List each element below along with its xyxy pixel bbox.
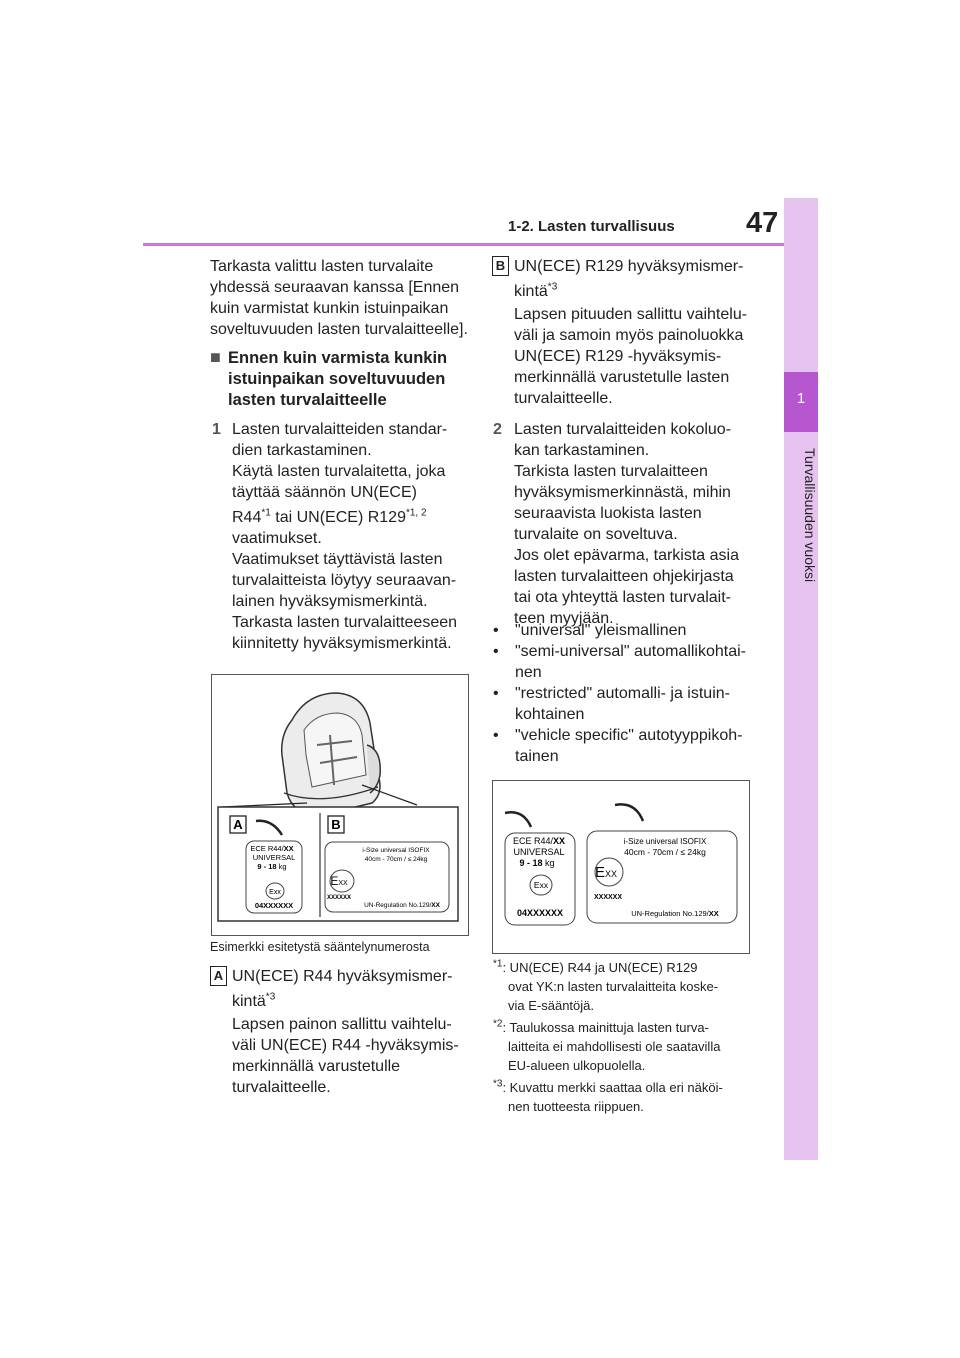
label-b-tag: B (492, 256, 509, 276)
footnote-2: $^{*2}$: Taulukossa mainittuja lasten turva- laitteita ei mahdollisesti ole saatavilla EU-alueen ulkopuolella. (493, 1018, 721, 1073)
r44-line3: 9 - 18 kg (257, 862, 287, 871)
r44-line1: ECE R44/XX (250, 844, 294, 853)
step-1-number: 1 (212, 421, 221, 438)
figure-tag-b: B (331, 817, 341, 832)
r129-code: XXXXXX (593, 894, 623, 901)
r44-line3: 9 - 18 kg (519, 858, 555, 868)
approval-label-figure-2 (492, 780, 750, 954)
r44-line2: UNIVERSAL (513, 847, 565, 857)
approval-labels-illustration (493, 781, 749, 953)
header-rule (143, 243, 784, 246)
step-2-number: 2 (493, 421, 502, 438)
chapter-title: Turvallisuuden vuoksi (802, 447, 818, 583)
step-1-text: Lasten turvalaitteiden standar- dien tarkastaminen. Käytä lasten turvalaitetta, joka täyttää säännön UN(ECE) R44$^{*1}$ tai UN(ECE) R129$^{*1, 2}$ vaatimukset. Vaatimukset täyttävistä lasten turvalaitteista löytyy seuraavan- lainen hyväksymismerkintä. Tarkasta lasten turvalaitteeseen kiinnitetty hyväksymismerkintä. (232, 421, 458, 652)
section-marker-icon: ■ (210, 347, 221, 367)
r44-code: 04XXXXXX (516, 908, 564, 918)
list-item: • "restricted" automalli- ja istuin- kohtainen (493, 685, 730, 723)
step-2-text: Lasten turvalaitteiden kokoluo- kan tarkastaminen. Tarkista lasten turvalaitteen hyväksymismerkinnästä, mihin seuraavista luokista lasten turvalaite on soveltuva. Jos olet epävarma, tarkista asia lasten turvalaitteen ohjekirjasta tai ota yhteyttä lasten turvalait- teen myyjään. (514, 421, 739, 627)
chapter-tab-strip (784, 198, 818, 1160)
r129-regulation: UN-Regulation No.129/XX (631, 909, 719, 918)
r129-code: XXXXXX (326, 895, 352, 901)
r129-line2: 40cm - 70cm / ≤ 24kg (364, 856, 428, 863)
footnote-3: $^{*3}$: Kuvattu merkki saattaa olla eri näköi- nen tuotteesta riippuen. (493, 1078, 723, 1114)
figure-tag-a: A (233, 817, 243, 832)
chapter-number: 1 (796, 390, 806, 407)
r44-line2: UNIVERSAL (252, 853, 296, 862)
r44-mark: Exx (533, 880, 549, 890)
figure-caption: Esimerkki esitetystä sääntelynumerosta (210, 940, 430, 954)
intro-paragraph: Tarkasta valittu lasten turvalaite yhdessä seuraavan kanssa [Ennen kuin varmistat kunkin istuinpaikan soveltuvuuden lasten turvalaitteelle]. (210, 258, 468, 338)
label-a-description: UN(ECE) R44 hyväksymismer- kintä$^{*3}$ Lapsen painon sallittu vaihtelu- väli UN(ECE) R44 -hyväksymis- merkinnällä varustetulle turvalaitteelle. (232, 968, 459, 1096)
r129-line1: i-Size universal ISOFIX (623, 837, 707, 846)
section-title: 1-2. Lasten turvallisuus (508, 218, 675, 235)
category-list (493, 620, 763, 767)
r129-regulation: UN-Regulation No.129/XX (364, 902, 440, 909)
page-number: 47 (746, 207, 779, 239)
r44-mark: Exx (269, 889, 281, 896)
r129-mark: EXX (594, 864, 618, 881)
label-a-tag: A (210, 966, 227, 986)
footnote-1: $^{*1}$: UN(ECE) R44 ja UN(ECE) R129 ovat YK:n lasten turvalaitteita koske- via E-sääntöjä. (493, 958, 719, 1013)
list-item: • "vehicle specific" autotyyppikoh- tainen (493, 727, 743, 765)
approval-label-figure-1 (211, 674, 469, 936)
r44-code: 04XXXXXX (254, 901, 294, 910)
r129-line1: i-Size universal ISOFIX (362, 847, 430, 854)
r129-mark: EXX (330, 874, 348, 888)
label-b-description: UN(ECE) R129 hyväksymismer- kintä$^{*3}$ Lapsen pituuden sallittu vaihtelu- väli ja samoin myös painoluokka UN(ECE) R129 -hyväksymis- merkinnällä varustetulle lasten turvalaitteelle. (514, 258, 748, 407)
list-item: • "semi-universal" automallikohtai- nen (493, 643, 746, 681)
list-item: • "universal" yleismallinen (493, 622, 687, 639)
r129-line2: 40cm - 70cm / ≤ 24kg (624, 847, 706, 857)
r44-line1: ECE R44/XX (512, 836, 566, 846)
section-heading: Ennen kuin varmista kunkin istuinpaikan soveltuvuuden lasten turvalaitteelle (228, 349, 448, 409)
child-seat-illustration (212, 675, 468, 935)
